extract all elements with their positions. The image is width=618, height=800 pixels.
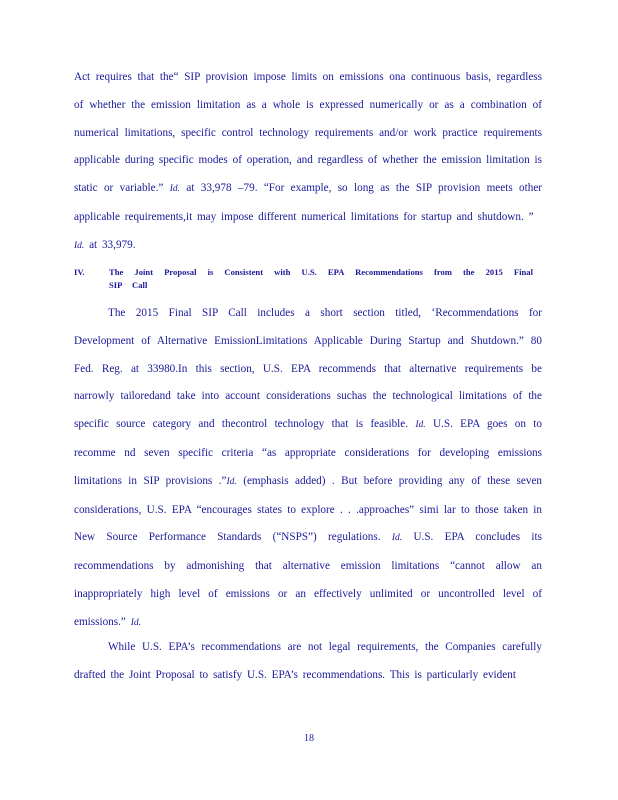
paragraph-text: at 33,979. <box>89 238 136 251</box>
paragraph-3 <box>74 634 542 690</box>
citation-id: Id. <box>130 617 141 628</box>
paragraph-text: at 33,978 –79. “For example, so long as the SIP provision meets other applicable requirements,it may impose different numerical limitations for startup and shutdown. ” <box>74 182 543 223</box>
citation-id: Id. <box>226 476 237 487</box>
paragraph-text: Act requires that the“ SIP provision impose limits on emissions ona continuous basis, regardless of whether the emission limitation as a whole is expressed numerically or as a combination of numerical limitations, specific control technology requirements and/or work practice requirements applicable during specific modes of operation, and regardless of whether the emission limitation is static or variable.” <box>74 71 542 195</box>
section-title: The Joint Proposal is Consistent with U.S. EPA Recommendations from the 2015 Final SIP Call <box>109 267 533 290</box>
section-number: IV. <box>74 267 85 277</box>
paragraph-text: U.S. EPA concludes its recommendations by admonishing that alternative emission limitations “cannot allow an inappropriately high level of emissions or an effectively unlimited or uncontrolled level of emissions.” <box>74 531 542 628</box>
citation-id: Id. <box>415 420 426 431</box>
paragraph-1 <box>74 64 542 261</box>
paragraph-text: U.S. EPA goes on to recomme nd seven specific criteria “as appropriate considerations for developing emissions limitations in SIP provisions .” <box>74 418 542 487</box>
paragraph-text: While U.S. EPA’s recommendations are not legal requirements, the Companies carefully drafted the Joint Proposal to satisfy U.S. EPA’s recommendations. This is particularly evident <box>74 641 542 681</box>
citation-id: Id. <box>74 240 85 251</box>
paragraph-text: (emphasis added) . But before providing any of these seven considerations, U.S. EPA “encourages states to explore . . .approaches” simi lar to those taken in New Source Performance Standards (“NSPS”) regulations. <box>74 474 542 544</box>
citation-id: Id. <box>169 184 181 195</box>
paragraph-text: The 2015 Final SIP Call includes a short section titled, ‘Recommendations for Development of Alternative EmissionLimitations Applicable During Startup and Shutdown.” 80 Fed. Reg. at 33980.In this section, U.S. EPA recommends that alternative requirements be narrowly tailoredand take into account considerations suchas the technological limitations of the specific source category and thecontrol technology that is feasible. <box>74 307 542 431</box>
paragraph-2 <box>74 300 542 638</box>
page-number: 18 <box>304 733 314 744</box>
citation-id: Id. <box>391 533 403 544</box>
